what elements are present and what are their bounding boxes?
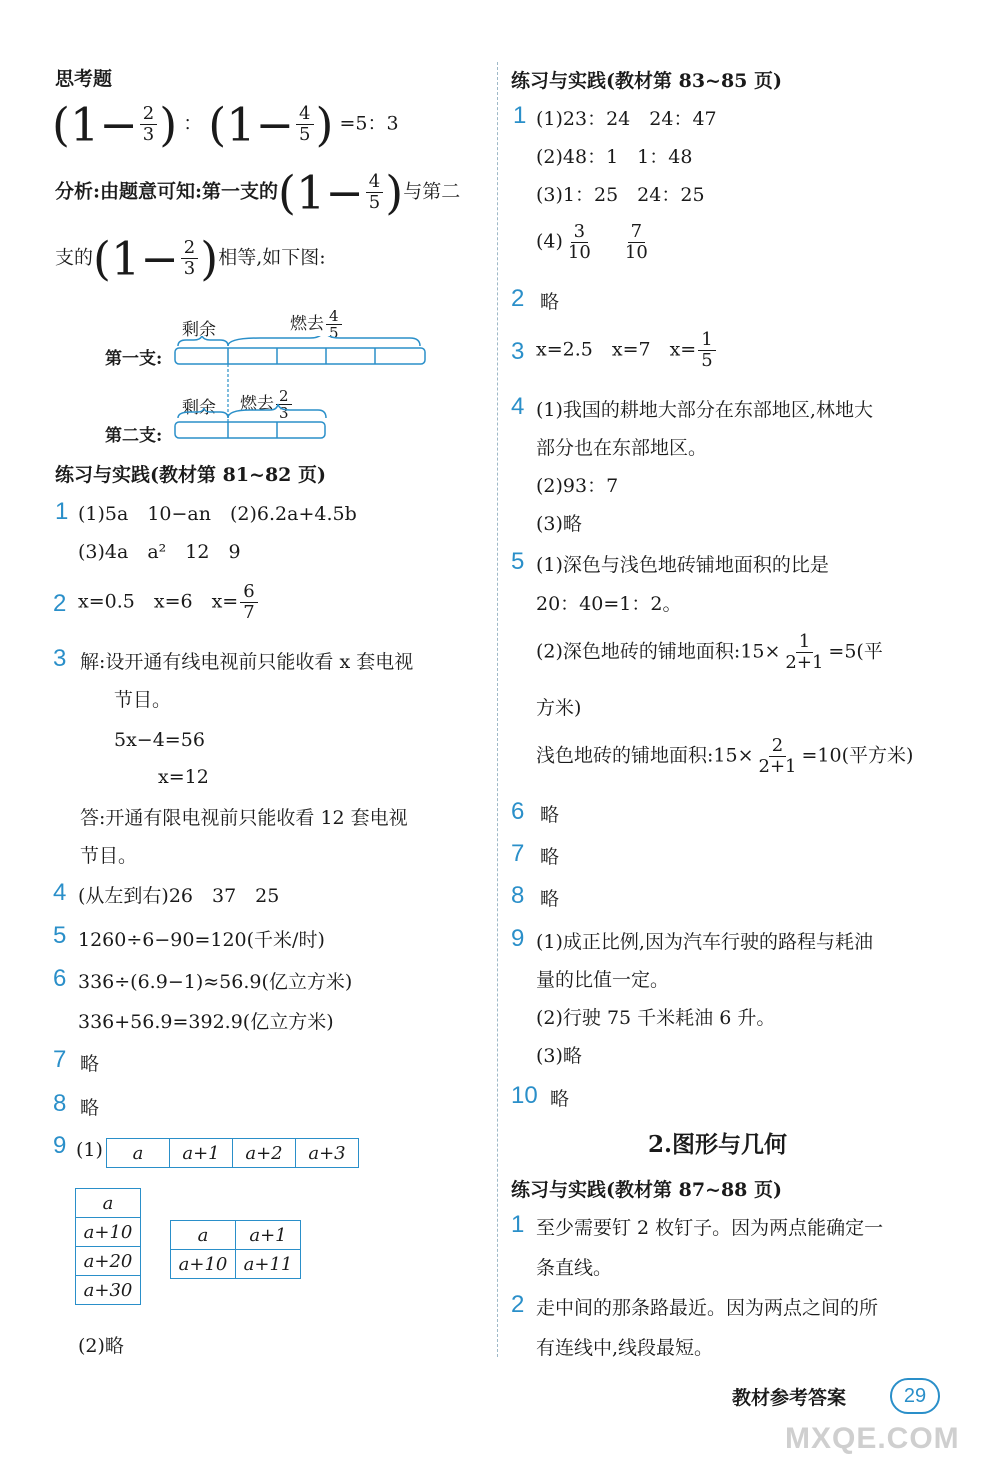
candle-diagram bbox=[170, 336, 430, 446]
think-equation: (1− $\frac{2}{3}$ ) ： (1− $\frac{4}{5}$ ) =5：3 bbox=[52, 97, 399, 152]
r1-line1: (1)23：24 24：47 bbox=[536, 108, 717, 130]
table-column-series: a a+10 a+20 a+30 bbox=[75, 1188, 141, 1305]
r8-number: 8 bbox=[511, 882, 525, 909]
r9-number: 9 bbox=[511, 925, 525, 952]
analysis-line1: 分析:由题意可知:第一支的(1− $\frac{4}{5}$ )与第二 bbox=[55, 165, 461, 220]
q2-line1: x=0.5 x=6 x= $\frac{6}{7}$ bbox=[78, 582, 260, 623]
candle2-bar bbox=[175, 422, 325, 438]
diagram-burn-2: 燃去 $\frac{2}{3}$ bbox=[240, 388, 294, 421]
q7-line1: 略 bbox=[80, 1053, 100, 1075]
q1-number: 1 bbox=[55, 498, 69, 525]
q7-number: 7 bbox=[53, 1046, 67, 1073]
r7-line1: 略 bbox=[540, 846, 560, 868]
r1-number: 1 bbox=[513, 102, 527, 129]
q6-line2: 336+56.9=392.9(亿立方米) bbox=[78, 1011, 334, 1033]
diagram-burn-1: 燃去 $\frac{4}{5}$ bbox=[290, 308, 344, 341]
r5-number: 5 bbox=[511, 548, 525, 575]
r7-number: 7 bbox=[511, 840, 525, 867]
r6-number: 6 bbox=[511, 798, 525, 825]
r3-number: 3 bbox=[511, 338, 525, 365]
table-row-series: a a+1 a+2 a+3 bbox=[106, 1138, 359, 1168]
r10-number: 10 bbox=[511, 1082, 538, 1109]
q9-line1: (1) bbox=[76, 1139, 103, 1161]
section-title-83-85: 练习与实践(教材第 83~85 页) bbox=[511, 70, 783, 92]
q9-number: 9 bbox=[53, 1132, 67, 1159]
r1-line3: (3)1：25 24：25 bbox=[536, 184, 705, 206]
page-number-badge: 29 bbox=[890, 1378, 940, 1414]
candle1-bar bbox=[175, 348, 425, 364]
q3-line2: 节目。 bbox=[114, 689, 172, 711]
r4-line4: (3)略 bbox=[536, 513, 582, 535]
q2-number: 2 bbox=[53, 590, 67, 617]
r6-line1: 略 bbox=[540, 804, 560, 826]
q3-line1: 解:设开通有线电视前只能收看 x 套电视 bbox=[80, 651, 414, 673]
q5-number: 5 bbox=[53, 922, 67, 949]
q1-line2: (3)4a a² 12 9 bbox=[78, 541, 241, 563]
q3-number: 3 bbox=[53, 645, 67, 672]
q5-line1: 1260÷6−90=120(千米/时) bbox=[78, 929, 325, 951]
q8-number: 8 bbox=[53, 1090, 67, 1117]
q1-line1: (1)5a 10−an (2)6.2a+4.5b bbox=[78, 503, 357, 525]
diagram-label-1: 第一支: bbox=[105, 349, 163, 369]
q4-number: 4 bbox=[53, 879, 67, 906]
q3-line4: x=12 bbox=[158, 766, 209, 788]
r4-line1: (1)我国的耕地大部分在东部地区,林地大 bbox=[536, 399, 873, 421]
r8-line1: 略 bbox=[540, 888, 560, 910]
section-title-81-82: 练习与实践(教材第 81~82 页) bbox=[55, 464, 327, 486]
q6-number: 6 bbox=[53, 965, 67, 992]
r1-line4: (4) $\frac{3}{10}$ $\frac{7}{10}$ bbox=[536, 221, 648, 263]
watermark-text: MXQE.COM bbox=[785, 1422, 960, 1455]
s2-line2: 有连线中,线段最短。 bbox=[536, 1337, 714, 1359]
footer-label: 教材参考答案 bbox=[732, 1387, 847, 1409]
s1-number: 1 bbox=[511, 1211, 525, 1238]
r5-line5: 浅色地砖的铺地面积:15× $\frac{2}{2+1}$ =10(平方米) bbox=[536, 735, 914, 777]
r9-line1: (1)成正比例,因为汽车行驶的路程与耗油 bbox=[536, 931, 873, 953]
r5-line1: (1)深色与浅色地砖铺地面积的比是 bbox=[536, 554, 829, 576]
q3-line3: 5x−4=56 bbox=[114, 729, 205, 751]
r4-line3: (2)93：7 bbox=[536, 475, 619, 497]
column-divider bbox=[497, 62, 498, 1357]
r2-number: 2 bbox=[511, 285, 525, 312]
s2-number: 2 bbox=[511, 1291, 525, 1318]
think-title: 思考题 bbox=[55, 68, 113, 90]
q8-line1: 略 bbox=[80, 1097, 100, 1119]
r9-line3: (2)行驶 75 千米耗油 6 升。 bbox=[536, 1007, 776, 1029]
r4-line2: 部分也在东部地区。 bbox=[536, 437, 708, 459]
r5-line2: 20：40=1：2。 bbox=[536, 593, 682, 615]
r1-line2: (2)48：1 1：48 bbox=[536, 146, 693, 168]
s2-line1: 走中间的那条路最近。因为两点之间的所 bbox=[536, 1297, 879, 1319]
r4-number: 4 bbox=[511, 393, 525, 420]
r3-line1: x=2.5 x=7 x= $\frac{1}{5}$ bbox=[536, 330, 718, 371]
r5-line3: (2)深色地砖的铺地面积:15× $\frac{1}{2+1}$ =5(平 bbox=[536, 631, 883, 673]
diagram-label-2: 第二支: bbox=[105, 426, 163, 446]
r10-line1: 略 bbox=[550, 1088, 570, 1110]
r9-line2: 量的比值一定。 bbox=[536, 969, 670, 991]
table-square: a a+1 a+10 a+11 bbox=[170, 1220, 301, 1279]
chapter-title: 2.图形与几何 bbox=[648, 1131, 788, 1158]
q3-line6: 节目。 bbox=[80, 845, 138, 867]
candle2-brace-remain bbox=[178, 408, 228, 418]
analysis-line2: 支的(1− $\frac{2}{3}$ )相等,如下图: bbox=[55, 231, 326, 286]
section-title-87-88: 练习与实践(教材第 87~88 页) bbox=[511, 1179, 783, 1201]
diagram-remain-1: 剩余 bbox=[182, 320, 216, 340]
candle1-brace-burn bbox=[228, 336, 420, 346]
q6-line1: 336÷(6.9−1)≈56.9(亿立方米) bbox=[78, 971, 353, 993]
r2-line1: 略 bbox=[540, 291, 560, 313]
diagram-remain-2: 剩余 bbox=[182, 398, 216, 418]
q3-line5: 答:开通有限电视前只能收看 12 套电视 bbox=[80, 807, 408, 829]
q4-line1: (从左到右)26 37 25 bbox=[78, 885, 280, 907]
q9-line2: (2)略 bbox=[78, 1335, 124, 1357]
r9-line4: (3)略 bbox=[536, 1045, 582, 1067]
candle2-brace-burn bbox=[228, 404, 326, 418]
s1-line2: 条直线。 bbox=[536, 1257, 613, 1279]
candle1-brace-remain bbox=[178, 336, 228, 346]
r5-line4: 方米) bbox=[536, 697, 582, 719]
s1-line1: 至少需要钉 2 枚钉子。因为两点能确定一 bbox=[536, 1217, 884, 1239]
